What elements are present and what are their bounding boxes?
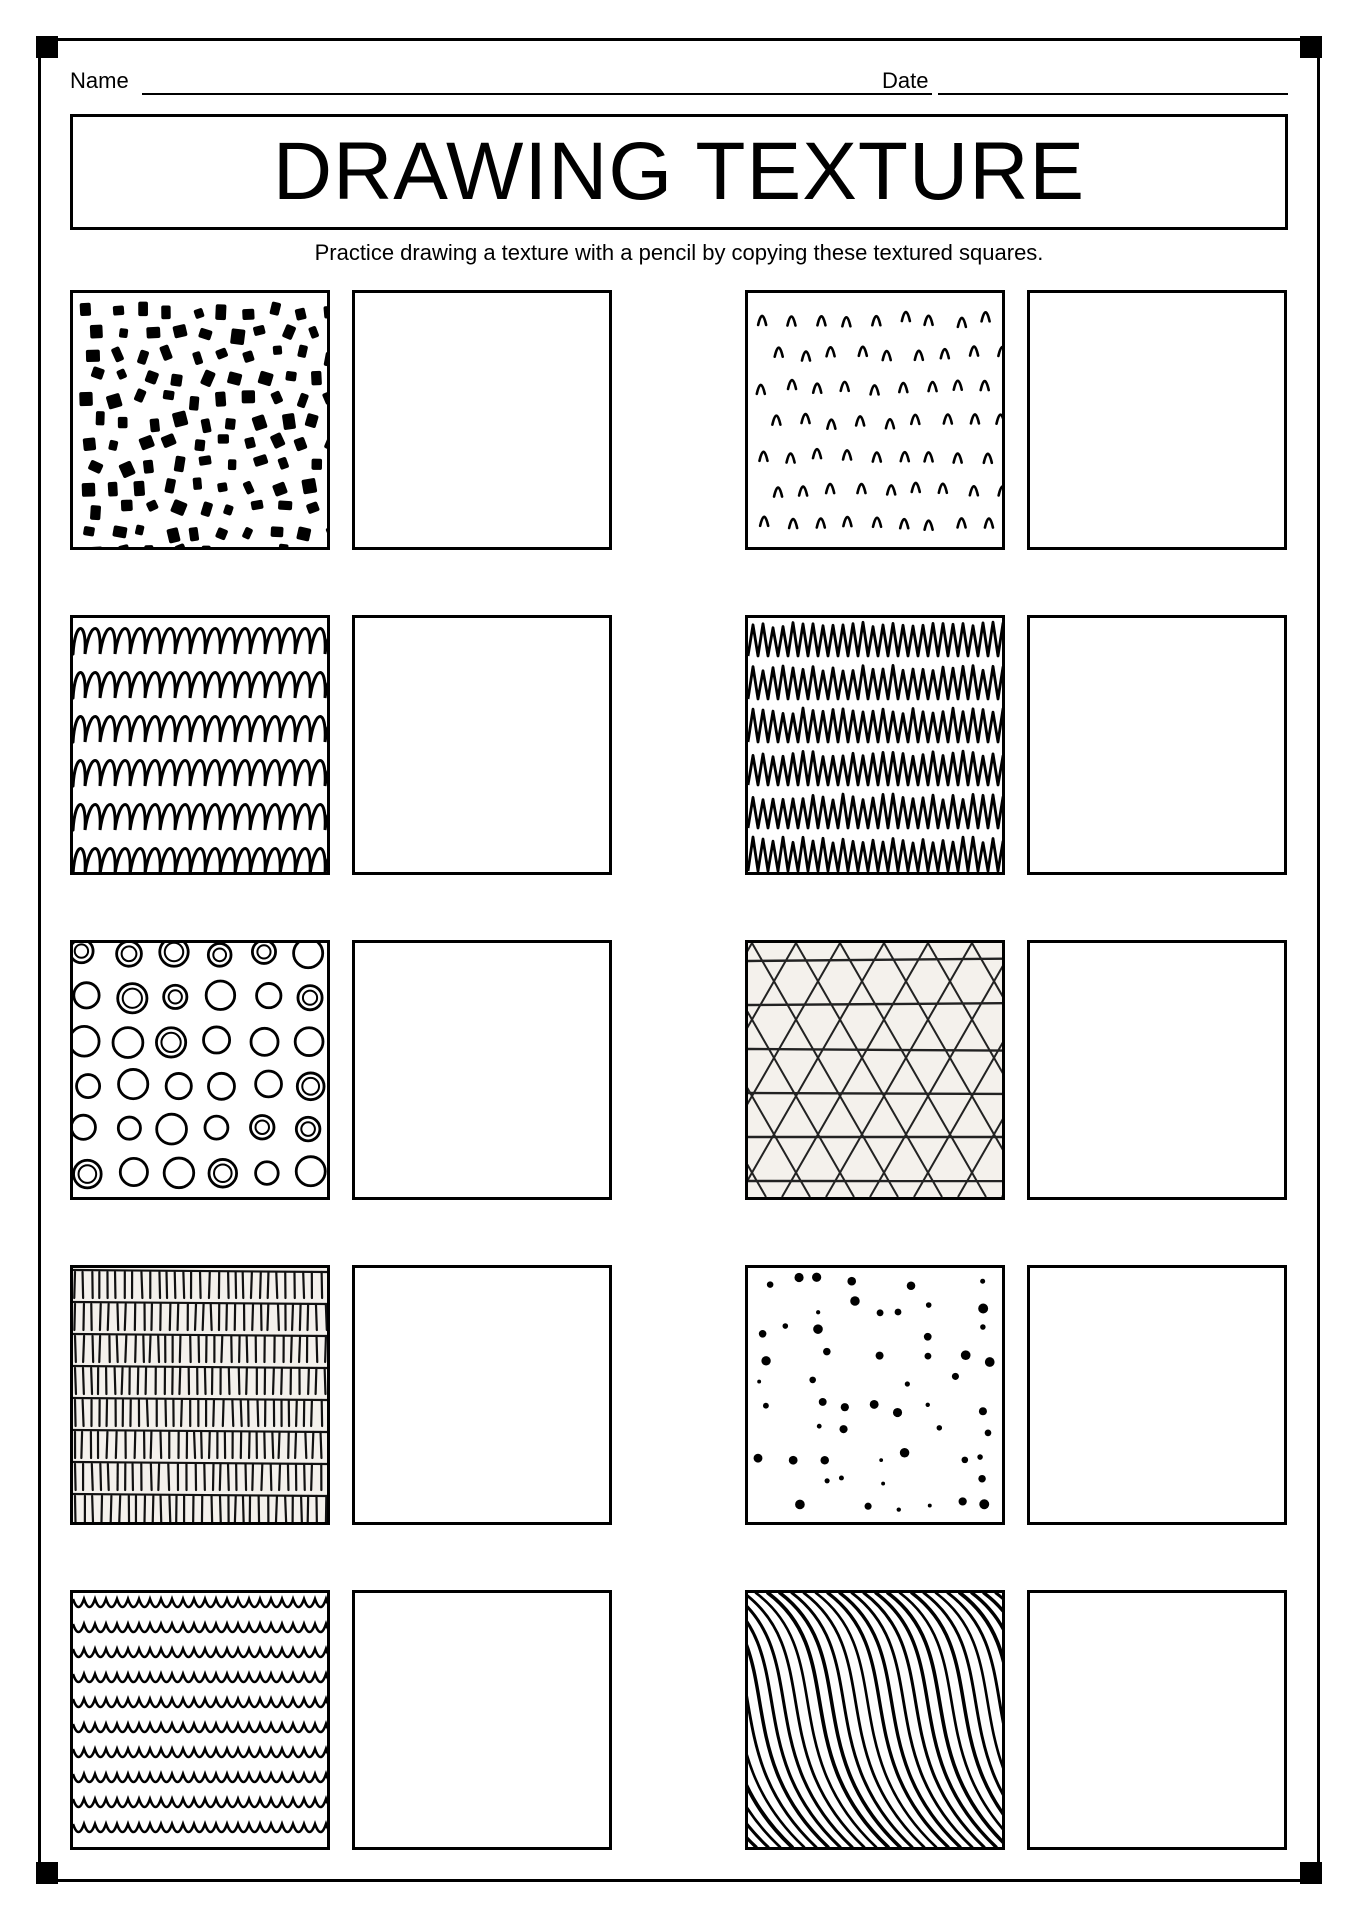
practice-square[interactable] bbox=[352, 615, 612, 875]
date-field[interactable] bbox=[938, 93, 1288, 95]
title-box bbox=[70, 114, 1288, 230]
texture-sample-waves bbox=[745, 1590, 1005, 1850]
texture-sample-triangles bbox=[745, 940, 1005, 1200]
practice-square[interactable] bbox=[352, 940, 612, 1200]
texture-sample-dashes bbox=[70, 290, 330, 550]
practice-square[interactable] bbox=[1027, 1265, 1287, 1525]
texture-sample-zigzag bbox=[745, 615, 1005, 875]
practice-square[interactable] bbox=[1027, 1590, 1287, 1850]
name-date-row bbox=[70, 68, 1288, 98]
corner-mark bbox=[36, 1862, 58, 1884]
practice-square[interactable] bbox=[1027, 290, 1287, 550]
corner-mark bbox=[36, 36, 58, 58]
practice-square[interactable] bbox=[352, 1265, 612, 1525]
practice-square[interactable] bbox=[1027, 940, 1287, 1200]
page-title: DRAWING TEXTURE bbox=[272, 126, 1086, 217]
practice-square[interactable] bbox=[352, 1590, 612, 1850]
texture-sample-circles bbox=[70, 940, 330, 1200]
date-label: Date bbox=[882, 68, 929, 93]
practice-square[interactable] bbox=[352, 290, 612, 550]
name-label: Name bbox=[70, 68, 129, 93]
practice-square[interactable] bbox=[1027, 615, 1287, 875]
name-field[interactable] bbox=[142, 93, 932, 95]
corner-mark bbox=[1300, 1862, 1322, 1884]
instructions-text: Practice drawing a texture with a pencil by copying these textured squares. bbox=[314, 240, 1044, 265]
texture-sample-dots bbox=[745, 1265, 1005, 1525]
texture-sample-scallops bbox=[70, 1590, 330, 1850]
corner-mark bbox=[1300, 36, 1322, 58]
texture-sample-bricks bbox=[70, 1265, 330, 1525]
texture-sample-loops bbox=[70, 615, 330, 875]
texture-sample-arches bbox=[745, 290, 1005, 550]
